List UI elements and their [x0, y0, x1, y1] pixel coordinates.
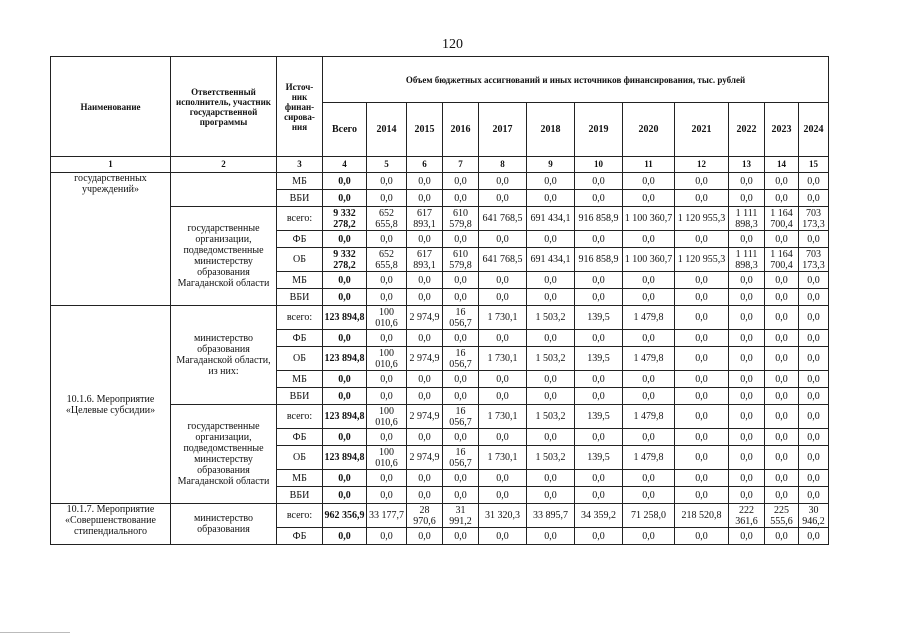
year-value-cell: 0,0 — [407, 388, 443, 405]
year-value-cell: 1 503,2 — [527, 347, 575, 371]
year-value-cell: 0,0 — [799, 470, 829, 487]
scan-mark — [0, 632, 70, 633]
year-value-cell: 0,0 — [799, 173, 829, 190]
year-value-cell: 0,0 — [367, 528, 407, 545]
year-value-cell: 0,0 — [623, 231, 675, 248]
year-value-cell: 1 111 898,3 — [729, 207, 765, 231]
source-cell: ВБИ — [277, 289, 323, 306]
budget-table — [50, 56, 829, 545]
executor-cell — [171, 173, 277, 207]
column-numbers-row — [51, 157, 829, 173]
year-value-cell: 0,0 — [799, 487, 829, 504]
total-value-cell: 0,0 — [323, 470, 367, 487]
year-value-cell: 0,0 — [799, 347, 829, 371]
year-value-cell: 218 520,8 — [675, 504, 729, 528]
year-value-cell: 0,0 — [527, 173, 575, 190]
year-value-cell: 0,0 — [443, 190, 479, 207]
year-value-cell: 0,0 — [575, 470, 623, 487]
year-value-cell: 1 100 360,7 — [623, 207, 675, 231]
year-value-cell: 0,0 — [407, 371, 443, 388]
header-source: Источ-ник финан-сирова-ния — [277, 57, 323, 157]
year-value-cell: 0,0 — [443, 330, 479, 347]
year-value-cell: 0,0 — [407, 231, 443, 248]
year-value-cell: 0,0 — [575, 371, 623, 388]
year-value-cell: 0,0 — [765, 306, 799, 330]
year-value-cell: 0,0 — [479, 528, 527, 545]
year-value-cell: 0,0 — [765, 470, 799, 487]
year-value-cell: 100 010,6 — [367, 306, 407, 330]
year-value-cell: 1 730,1 — [479, 306, 527, 330]
header-year: 2018 — [527, 103, 575, 157]
year-value-cell: 1 164 700,4 — [765, 207, 799, 231]
year-value-cell: 0,0 — [799, 272, 829, 289]
source-cell: МБ — [277, 173, 323, 190]
year-value-cell: 0,0 — [799, 306, 829, 330]
year-value-cell: 0,0 — [527, 231, 575, 248]
year-value-cell: 0,0 — [479, 190, 527, 207]
year-value-cell: 0,0 — [527, 272, 575, 289]
year-value-cell: 0,0 — [575, 388, 623, 405]
header-year: 2019 — [575, 103, 623, 157]
year-value-cell: 100 010,6 — [367, 405, 407, 429]
year-value-cell: 0,0 — [575, 528, 623, 545]
table-row — [51, 173, 829, 190]
measure-name: государственных учреждений» — [51, 173, 171, 306]
total-value-cell: 0,0 — [323, 371, 367, 388]
year-value-cell: 0,0 — [675, 446, 729, 470]
source-cell: ФБ — [277, 231, 323, 248]
year-value-cell: 0,0 — [799, 231, 829, 248]
year-value-cell: 16 056,7 — [443, 306, 479, 330]
year-value-cell: 0,0 — [527, 429, 575, 446]
year-value-cell: 0,0 — [407, 429, 443, 446]
year-value-cell: 916 858,9 — [575, 248, 623, 272]
year-value-cell: 30 946,2 — [799, 504, 829, 528]
year-value-cell: 0,0 — [479, 330, 527, 347]
table-row — [51, 306, 829, 330]
year-value-cell: 0,0 — [575, 173, 623, 190]
year-value-cell: 0,0 — [527, 487, 575, 504]
year-value-cell: 0,0 — [443, 289, 479, 306]
year-value-cell: 0,0 — [729, 528, 765, 545]
year-value-cell: 0,0 — [729, 470, 765, 487]
source-cell: МБ — [277, 470, 323, 487]
year-value-cell: 0,0 — [765, 429, 799, 446]
year-value-cell: 0,0 — [527, 330, 575, 347]
page-number: 120 — [442, 37, 463, 52]
measure-name: 10.1.7. Мероприятие «Совершенствование стипендиального — [51, 504, 171, 545]
year-value-cell: 0,0 — [443, 371, 479, 388]
year-value-cell: 0,0 — [407, 289, 443, 306]
total-value-cell: 0,0 — [323, 429, 367, 446]
header-year: 2022 — [729, 103, 765, 157]
year-value-cell: 0,0 — [367, 470, 407, 487]
year-value-cell: 0,0 — [443, 429, 479, 446]
year-value-cell: 34 359,2 — [575, 504, 623, 528]
year-value-cell: 0,0 — [623, 371, 675, 388]
header-name: Наименование — [51, 57, 171, 157]
header-total: Всего — [323, 103, 367, 157]
header-executor: Ответственный исполнитель, участник государственной программы — [171, 57, 277, 157]
executor-cell: государственные организации, подведомственные министерству образования Магаданской области — [171, 207, 277, 306]
year-value-cell: 0,0 — [765, 405, 799, 429]
year-value-cell: 0,0 — [623, 487, 675, 504]
year-value-cell: 2 974,9 — [407, 347, 443, 371]
year-value-cell: 0,0 — [527, 528, 575, 545]
year-value-cell: 0,0 — [675, 371, 729, 388]
year-value-cell: 0,0 — [575, 289, 623, 306]
total-value-cell: 123 894,8 — [323, 446, 367, 470]
header-year: 2015 — [407, 103, 443, 157]
year-value-cell: 0,0 — [799, 289, 829, 306]
source-cell: ОБ — [277, 446, 323, 470]
year-value-cell: 0,0 — [675, 470, 729, 487]
year-value-cell: 0,0 — [623, 190, 675, 207]
year-value-cell: 0,0 — [765, 190, 799, 207]
year-value-cell: 0,0 — [443, 173, 479, 190]
year-value-cell: 0,0 — [527, 190, 575, 207]
year-value-cell: 0,0 — [623, 528, 675, 545]
executor-cell: государственные организации, подведомственные министерству образования Магаданской области — [171, 405, 277, 504]
year-value-cell: 0,0 — [765, 330, 799, 347]
year-value-cell: 0,0 — [367, 231, 407, 248]
year-value-cell: 1 120 955,3 — [675, 248, 729, 272]
year-value-cell: 0,0 — [729, 190, 765, 207]
year-value-cell: 0,0 — [799, 405, 829, 429]
source-cell: всего: — [277, 405, 323, 429]
executor-cell: министерство образования — [171, 504, 277, 545]
total-value-cell: 0,0 — [323, 173, 367, 190]
source-cell: ВБИ — [277, 190, 323, 207]
total-value-cell: 123 894,8 — [323, 347, 367, 371]
total-value-cell: 0,0 — [323, 231, 367, 248]
year-value-cell: 100 010,6 — [367, 446, 407, 470]
year-value-cell: 0,0 — [675, 231, 729, 248]
year-value-cell: 0,0 — [479, 173, 527, 190]
year-value-cell: 0,0 — [367, 272, 407, 289]
year-value-cell: 16 056,7 — [443, 446, 479, 470]
year-value-cell: 71 258,0 — [623, 504, 675, 528]
header-year: 2020 — [623, 103, 675, 157]
year-value-cell: 33 895,7 — [527, 504, 575, 528]
total-value-cell: 0,0 — [323, 487, 367, 504]
source-cell: всего: — [277, 504, 323, 528]
year-value-cell: 139,5 — [575, 306, 623, 330]
year-value-cell: 0,0 — [799, 190, 829, 207]
source-cell: ОБ — [277, 347, 323, 371]
year-value-cell: 0,0 — [575, 272, 623, 289]
year-value-cell: 0,0 — [765, 371, 799, 388]
year-value-cell: 0,0 — [407, 330, 443, 347]
column-number: 5 — [367, 157, 407, 173]
column-number: 11 — [623, 157, 675, 173]
year-value-cell: 0,0 — [765, 347, 799, 371]
year-value-cell: 0,0 — [765, 231, 799, 248]
year-value-cell: 0,0 — [407, 173, 443, 190]
year-value-cell: 0,0 — [765, 272, 799, 289]
column-number: 12 — [675, 157, 729, 173]
total-value-cell: 0,0 — [323, 330, 367, 347]
year-value-cell: 0,0 — [443, 470, 479, 487]
year-value-cell: 0,0 — [729, 487, 765, 504]
year-value-cell: 0,0 — [765, 289, 799, 306]
year-value-cell: 0,0 — [443, 272, 479, 289]
year-value-cell: 0,0 — [675, 272, 729, 289]
year-value-cell: 0,0 — [675, 528, 729, 545]
year-value-cell: 0,0 — [729, 405, 765, 429]
year-value-cell: 0,0 — [729, 429, 765, 446]
year-value-cell: 617 893,1 — [407, 207, 443, 231]
year-value-cell: 0,0 — [443, 487, 479, 504]
year-value-cell: 0,0 — [527, 470, 575, 487]
year-value-cell: 0,0 — [407, 528, 443, 545]
year-value-cell: 0,0 — [479, 272, 527, 289]
year-value-cell: 31 320,3 — [479, 504, 527, 528]
column-number: 2 — [171, 157, 277, 173]
year-value-cell: 0,0 — [675, 487, 729, 504]
source-cell: всего: — [277, 306, 323, 330]
total-value-cell: 0,0 — [323, 528, 367, 545]
column-number: 9 — [527, 157, 575, 173]
column-number: 10 — [575, 157, 623, 173]
year-value-cell: 0,0 — [729, 446, 765, 470]
year-value-cell: 0,0 — [729, 272, 765, 289]
year-value-cell: 1 730,1 — [479, 347, 527, 371]
year-value-cell: 0,0 — [675, 306, 729, 330]
year-value-cell: 0,0 — [527, 289, 575, 306]
year-value-cell: 1 479,8 — [623, 347, 675, 371]
year-value-cell: 1 503,2 — [527, 446, 575, 470]
year-value-cell: 1 503,2 — [527, 405, 575, 429]
column-number: 14 — [765, 157, 799, 173]
year-value-cell: 0,0 — [575, 231, 623, 248]
year-value-cell: 16 056,7 — [443, 347, 479, 371]
year-value-cell: 2 974,9 — [407, 306, 443, 330]
year-value-cell: 652 655,8 — [367, 207, 407, 231]
header-year: 2021 — [675, 103, 729, 157]
year-value-cell: 0,0 — [623, 330, 675, 347]
year-value-cell: 0,0 — [367, 289, 407, 306]
year-value-cell: 0,0 — [575, 429, 623, 446]
year-value-cell: 0,0 — [407, 487, 443, 504]
year-value-cell: 139,5 — [575, 347, 623, 371]
year-value-cell: 0,0 — [479, 289, 527, 306]
year-value-cell: 0,0 — [527, 388, 575, 405]
year-value-cell: 139,5 — [575, 446, 623, 470]
source-cell: ОБ — [277, 248, 323, 272]
year-value-cell: 0,0 — [765, 388, 799, 405]
year-value-cell: 0,0 — [407, 272, 443, 289]
year-value-cell: 0,0 — [729, 173, 765, 190]
year-value-cell: 0,0 — [799, 446, 829, 470]
year-value-cell: 916 858,9 — [575, 207, 623, 231]
column-number: 15 — [799, 157, 829, 173]
year-value-cell: 0,0 — [623, 388, 675, 405]
year-value-cell: 1 120 955,3 — [675, 207, 729, 231]
year-value-cell: 0,0 — [367, 429, 407, 446]
year-value-cell: 0,0 — [367, 330, 407, 347]
year-value-cell: 0,0 — [799, 429, 829, 446]
year-value-cell: 0,0 — [729, 388, 765, 405]
year-value-cell: 0,0 — [479, 388, 527, 405]
header-year: 2023 — [765, 103, 799, 157]
year-value-cell: 139,5 — [575, 405, 623, 429]
year-value-cell: 0,0 — [675, 173, 729, 190]
year-value-cell: 703 173,3 — [799, 248, 829, 272]
year-value-cell: 100 010,6 — [367, 347, 407, 371]
column-number: 7 — [443, 157, 479, 173]
source-cell: ФБ — [277, 528, 323, 545]
year-value-cell: 0,0 — [443, 231, 479, 248]
column-number: 1 — [51, 157, 171, 173]
year-value-cell: 610 579,8 — [443, 207, 479, 231]
year-value-cell: 0,0 — [623, 429, 675, 446]
source-cell: МБ — [277, 371, 323, 388]
year-value-cell: 0,0 — [729, 231, 765, 248]
year-value-cell: 28 970,6 — [407, 504, 443, 528]
year-value-cell: 0,0 — [765, 173, 799, 190]
year-value-cell: 0,0 — [675, 347, 729, 371]
year-value-cell: 0,0 — [729, 347, 765, 371]
year-value-cell: 0,0 — [675, 289, 729, 306]
year-value-cell: 0,0 — [623, 470, 675, 487]
year-value-cell: 0,0 — [675, 330, 729, 347]
year-value-cell: 0,0 — [799, 371, 829, 388]
column-number: 8 — [479, 157, 527, 173]
year-value-cell: 0,0 — [367, 173, 407, 190]
year-value-cell: 0,0 — [623, 272, 675, 289]
column-number: 4 — [323, 157, 367, 173]
year-value-cell: 0,0 — [799, 388, 829, 405]
total-value-cell: 123 894,8 — [323, 306, 367, 330]
year-value-cell: 0,0 — [407, 470, 443, 487]
year-value-cell: 0,0 — [443, 528, 479, 545]
year-value-cell: 1 730,1 — [479, 405, 527, 429]
year-value-cell: 0,0 — [729, 289, 765, 306]
year-value-cell: 222 361,6 — [729, 504, 765, 528]
total-value-cell: 0,0 — [323, 272, 367, 289]
header-year: 2016 — [443, 103, 479, 157]
year-value-cell: 641 768,5 — [479, 248, 527, 272]
executor-cell: министерство образования Магаданской области, из них: — [171, 306, 277, 405]
year-value-cell: 691 434,1 — [527, 207, 575, 231]
source-cell: МБ — [277, 272, 323, 289]
year-value-cell: 1 503,2 — [527, 306, 575, 330]
year-value-cell: 0,0 — [367, 190, 407, 207]
year-value-cell: 652 655,8 — [367, 248, 407, 272]
year-value-cell: 1 479,8 — [623, 405, 675, 429]
year-value-cell: 0,0 — [675, 405, 729, 429]
year-value-cell: 0,0 — [799, 330, 829, 347]
header-year: 2024 — [799, 103, 829, 157]
year-value-cell: 0,0 — [729, 306, 765, 330]
source-cell: всего: — [277, 207, 323, 231]
year-value-cell: 0,0 — [765, 446, 799, 470]
year-value-cell: 0,0 — [623, 289, 675, 306]
year-value-cell: 1 164 700,4 — [765, 248, 799, 272]
table-body — [51, 157, 829, 545]
year-value-cell: 16 056,7 — [443, 405, 479, 429]
year-value-cell: 1 479,8 — [623, 446, 675, 470]
year-value-cell: 0,0 — [675, 429, 729, 446]
year-value-cell: 0,0 — [575, 330, 623, 347]
year-value-cell: 0,0 — [527, 371, 575, 388]
year-value-cell: 641 768,5 — [479, 207, 527, 231]
total-value-cell: 9 332 278,2 — [323, 248, 367, 272]
total-value-cell: 0,0 — [323, 289, 367, 306]
year-value-cell: 0,0 — [799, 528, 829, 545]
year-value-cell: 0,0 — [729, 330, 765, 347]
year-value-cell: 0,0 — [479, 470, 527, 487]
year-value-cell: 1 730,1 — [479, 446, 527, 470]
year-value-cell: 703 173,3 — [799, 207, 829, 231]
total-value-cell: 0,0 — [323, 388, 367, 405]
year-value-cell: 1 111 898,3 — [729, 248, 765, 272]
table-row — [51, 504, 829, 528]
year-value-cell: 0,0 — [765, 528, 799, 545]
total-value-cell: 962 356,9 — [323, 504, 367, 528]
year-value-cell: 617 893,1 — [407, 248, 443, 272]
year-value-cell: 0,0 — [479, 487, 527, 504]
year-value-cell: 0,0 — [623, 173, 675, 190]
year-value-cell: 0,0 — [575, 190, 623, 207]
year-value-cell: 0,0 — [367, 371, 407, 388]
year-value-cell: 2 974,9 — [407, 446, 443, 470]
source-cell: ФБ — [277, 330, 323, 347]
header-year: 2014 — [367, 103, 407, 157]
year-value-cell: 0,0 — [575, 487, 623, 504]
year-value-cell: 225 555,6 — [765, 504, 799, 528]
source-cell: ВБИ — [277, 487, 323, 504]
year-value-cell: 0,0 — [479, 231, 527, 248]
column-number: 6 — [407, 157, 443, 173]
year-value-cell: 33 177,7 — [367, 504, 407, 528]
total-value-cell: 9 332 278,2 — [323, 207, 367, 231]
year-value-cell: 1 479,8 — [623, 306, 675, 330]
year-value-cell: 0,0 — [765, 487, 799, 504]
year-value-cell: 2 974,9 — [407, 405, 443, 429]
source-cell: ВБИ — [277, 388, 323, 405]
measure-name: 10.1.6. Мероприятие «Целевые субсидии» — [51, 306, 171, 504]
column-number: 13 — [729, 157, 765, 173]
header-year: 2017 — [479, 103, 527, 157]
year-value-cell: 0,0 — [479, 371, 527, 388]
year-value-cell: 0,0 — [675, 190, 729, 207]
year-value-cell: 1 100 360,7 — [623, 248, 675, 272]
year-value-cell: 0,0 — [443, 388, 479, 405]
year-value-cell: 610 579,8 — [443, 248, 479, 272]
column-number: 3 — [277, 157, 323, 173]
year-value-cell: 0,0 — [367, 388, 407, 405]
year-value-cell: 31 991,2 — [443, 504, 479, 528]
total-value-cell: 123 894,8 — [323, 405, 367, 429]
year-value-cell: 691 434,1 — [527, 248, 575, 272]
year-value-cell: 0,0 — [479, 429, 527, 446]
year-value-cell: 0,0 — [367, 487, 407, 504]
header-volume: Объем бюджетных ассигнований и иных источников финансирования, тыс. рублей — [323, 57, 829, 103]
year-value-cell: 0,0 — [675, 388, 729, 405]
total-value-cell: 0,0 — [323, 190, 367, 207]
source-cell: ФБ — [277, 429, 323, 446]
year-value-cell: 0,0 — [729, 371, 765, 388]
year-value-cell: 0,0 — [407, 190, 443, 207]
